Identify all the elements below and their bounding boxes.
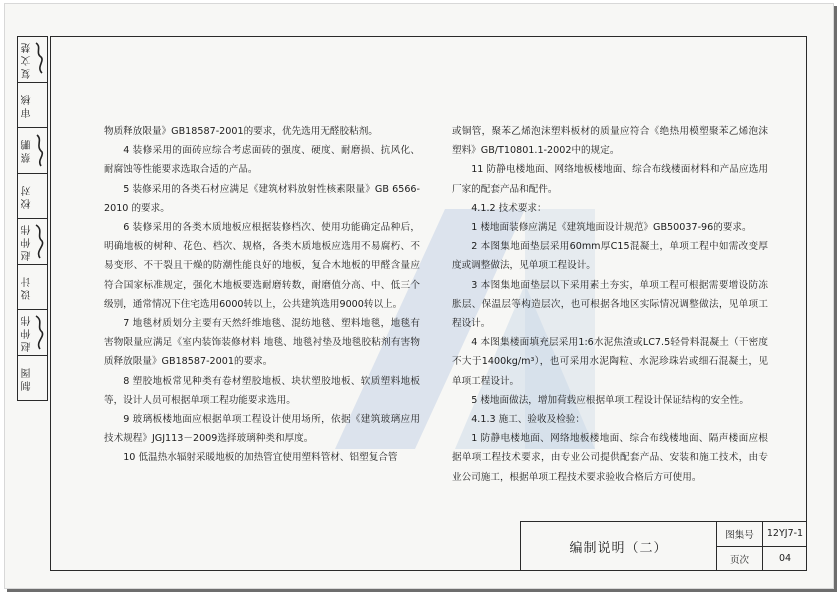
- paragraph: 7 地毯材质划分主要有天然纤维地毯、混纺地毯、塑料地毯，地毯有害物限量应满足《室内装饰装修材料 地毯、地毯衬垫及地毯胶粘剂有害物质释放限量》GB18587-2001的要求。: [104, 318, 420, 368]
- paragraph: 5 装修采用的各类石材应满足《建筑材料放射性核素限量》GB 6566-2010 的要求。: [104, 183, 420, 214]
- signature-mark: [33, 312, 46, 352]
- paragraph: 4 装修采用的面砖应综合考虑面砖的强度、硬度、耐磨损、抗风化、耐腐蚀等性能要求选取合适的产品。: [104, 145, 420, 176]
- side-label: 校对: [22, 182, 33, 209]
- signature-mark: [33, 130, 46, 170]
- side-cell: [18, 128, 47, 174]
- signature-strip: [17, 36, 48, 401]
- signature-mark: [33, 221, 46, 261]
- paragraph: 5 楼地面做法，增加荷载应根据单项工程设计保证结构的安全性。: [471, 394, 749, 406]
- side-cell: [18, 219, 47, 265]
- side-label: 赵仲伟: [22, 312, 33, 352]
- side-label: 审核: [22, 91, 33, 118]
- paragraph: 10 低温热水辐射采暖地板的加热管宜使用塑料管材、铝塑复合管: [123, 452, 398, 464]
- paragraph: 物质释放限量》GB18587-2001的要求，优先选用无醛胶粘剂。: [104, 126, 378, 137]
- drawing-title: 编制说明（二）: [521, 522, 717, 571]
- side-cell: [18, 37, 47, 83]
- atlas-number-label: 图集号: [717, 522, 763, 547]
- paragraph: 3 本图集地面垫层以下采用素土夯实，单项工程可根据需要增设防冻胀层、保温层等构造层次，也可根据各地区实际情况调整做法，见单项工程设计。: [452, 279, 768, 330]
- side-cell: [18, 83, 47, 129]
- section-heading: 4.1.2 技术要求：: [471, 202, 547, 214]
- text-column-right: [452, 122, 768, 487]
- page-number-value: 04: [778, 553, 792, 565]
- signature-mark: [33, 39, 46, 79]
- side-cell: [18, 310, 47, 356]
- side-label: 赵仲伟: [22, 221, 33, 261]
- side-cell: [18, 174, 47, 220]
- side-label: 制图: [22, 364, 33, 391]
- paragraph: 或铜管，聚苯乙烯泡沫塑料板材的质量应符合《绝热用模塑聚苯乙烯泡沫塑料》GB/T10801.1-2002中的规定。: [452, 126, 768, 157]
- paragraph: 8 塑胶地板常见种类有卷材塑胶地板、块状塑胶地板、软质塑料地板等，设计人员可根据单项工程功能要求选用。: [104, 375, 420, 406]
- paragraph: 6 装修采用的各类木质地板应根据装修档次、使用功能确定品种后，明确地板的树种、花色、档次、规格，各类木质地板应选用不易腐朽、不易变形、不干裂且干燥的防潮性能良好的地板，复合木地板的甲醛含量应符合国家标准规定，强化木地板要选耐磨转数，耐磨值分高、中、低三个级别，通常情况下住宅选用6000转以上，公共建筑选用9000转以上。: [104, 222, 420, 310]
- side-label: 设计: [22, 273, 33, 300]
- side-cell: [18, 265, 47, 311]
- section-heading: 4.1.3 施工、验收及检验：: [471, 414, 585, 426]
- title-block-grid: [717, 522, 807, 571]
- side-label: 复文楚: [22, 39, 33, 79]
- atlas-number-value: 12YJ7-1: [763, 522, 807, 547]
- side-cell: [18, 356, 47, 401]
- paragraph: 1 楼地面装修应满足《建筑地面设计规范》GB50037-96的要求。: [471, 222, 752, 234]
- paragraph: 2 本图集地面垫层采用60mm厚C15混凝土，单项工程中如需改变厚度或调整做法，见单项工程设计。: [452, 241, 768, 272]
- paragraph: 1 防静电楼地面、网络地板楼地面、综合布线楼地面、隔声楼面应根据单项工程技术要求，由专业公司提供配套产品、安装和施工技术，由专业公司施工，根据单项工程技术要求验收合格后方可使用。: [452, 433, 768, 483]
- paragraph: 4 本图集楼面填充层采用1:6水泥焦渣或LC7.5轻骨料混凝土（干密度不大于1400kg/m³），也可采用水泥陶粒、水泥珍珠岩或细石混凝土，见单项工程设计。: [452, 337, 768, 387]
- side-label: 蔡鹏: [22, 137, 33, 164]
- page-number-label: 页次: [717, 547, 763, 572]
- paragraph: 11 防静电楼地面、网络地板楼地面、综合布线楼面材料和产品应选用厂家的配套产品和配件。: [452, 164, 768, 195]
- text-column-left: [104, 122, 420, 468]
- paragraph: 9 玻璃板楼地面应根据单项工程设计使用场所，依据《建筑玻璃应用技术规程》JGJ113－2009选择玻璃种类和厚度。: [104, 414, 420, 445]
- title-block: [520, 521, 807, 571]
